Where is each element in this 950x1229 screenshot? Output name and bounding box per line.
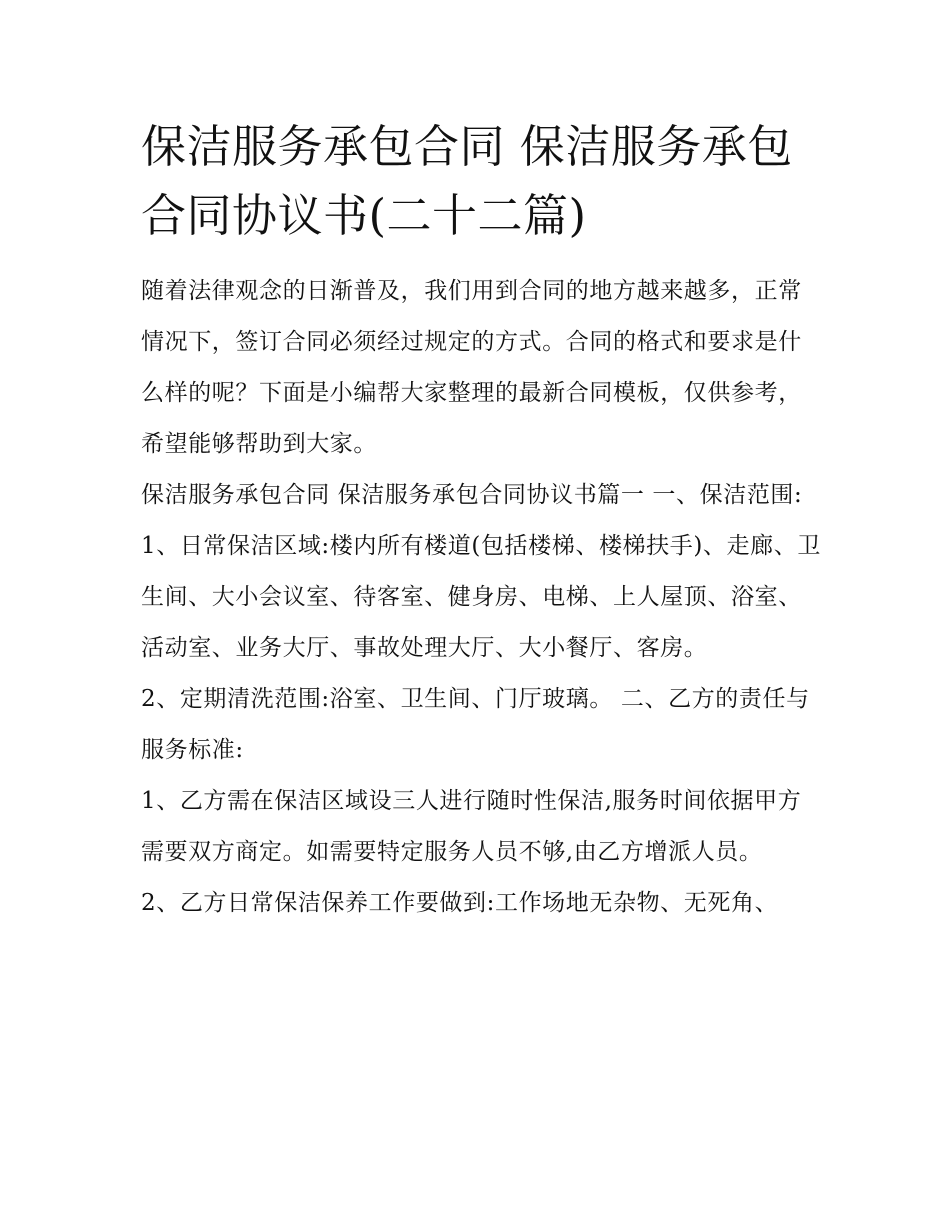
document-title: 保洁服务承包合同 保洁服务承包合同协议书(二十二篇) [141, 120, 793, 242]
daily-maintenance-paragraph: 2、乙方日常保洁保养工作要做到:工作场地无杂物、无死角、 [141, 890, 779, 916]
periodic-cleaning-paragraph: 2、定期清洗范围:浴室、卫生间、门厅玻璃。 二、乙方的责任与服务标准: [141, 686, 810, 763]
daily-cleaning-area-paragraph: 1、日常保洁区域:楼内所有楼道(包括楼梯、楼梯扶手)、走廊、卫生间、大小会议室、待客室、健身房、电梯、上人屋顶、浴室、活动室、业务大厅、事故处理大厅、大小餐厅、客房。 [141, 533, 821, 661]
intro-paragraph: 随着法律观念的日渐普及，我们用到合同的地方越来越多，正常情况下，签订合同必须经过规定的方式。合同的格式和要求是什么样的呢？下面是小编帮大家整理的最新合同模板，仅供参考，希望能够帮助到大家。 [141, 278, 802, 457]
document-body [141, 112, 821, 929]
section-heading-paragraph: 保洁服务承包合同 保洁服务承包合同协议书篇一 一、保洁范围: [141, 482, 803, 508]
staffing-paragraph: 1、乙方需在保洁区域设三人进行随时性保洁,服务时间依据甲方需要双方商定。如需要特定服务人员不够,由乙方增派人员。 [141, 788, 802, 865]
